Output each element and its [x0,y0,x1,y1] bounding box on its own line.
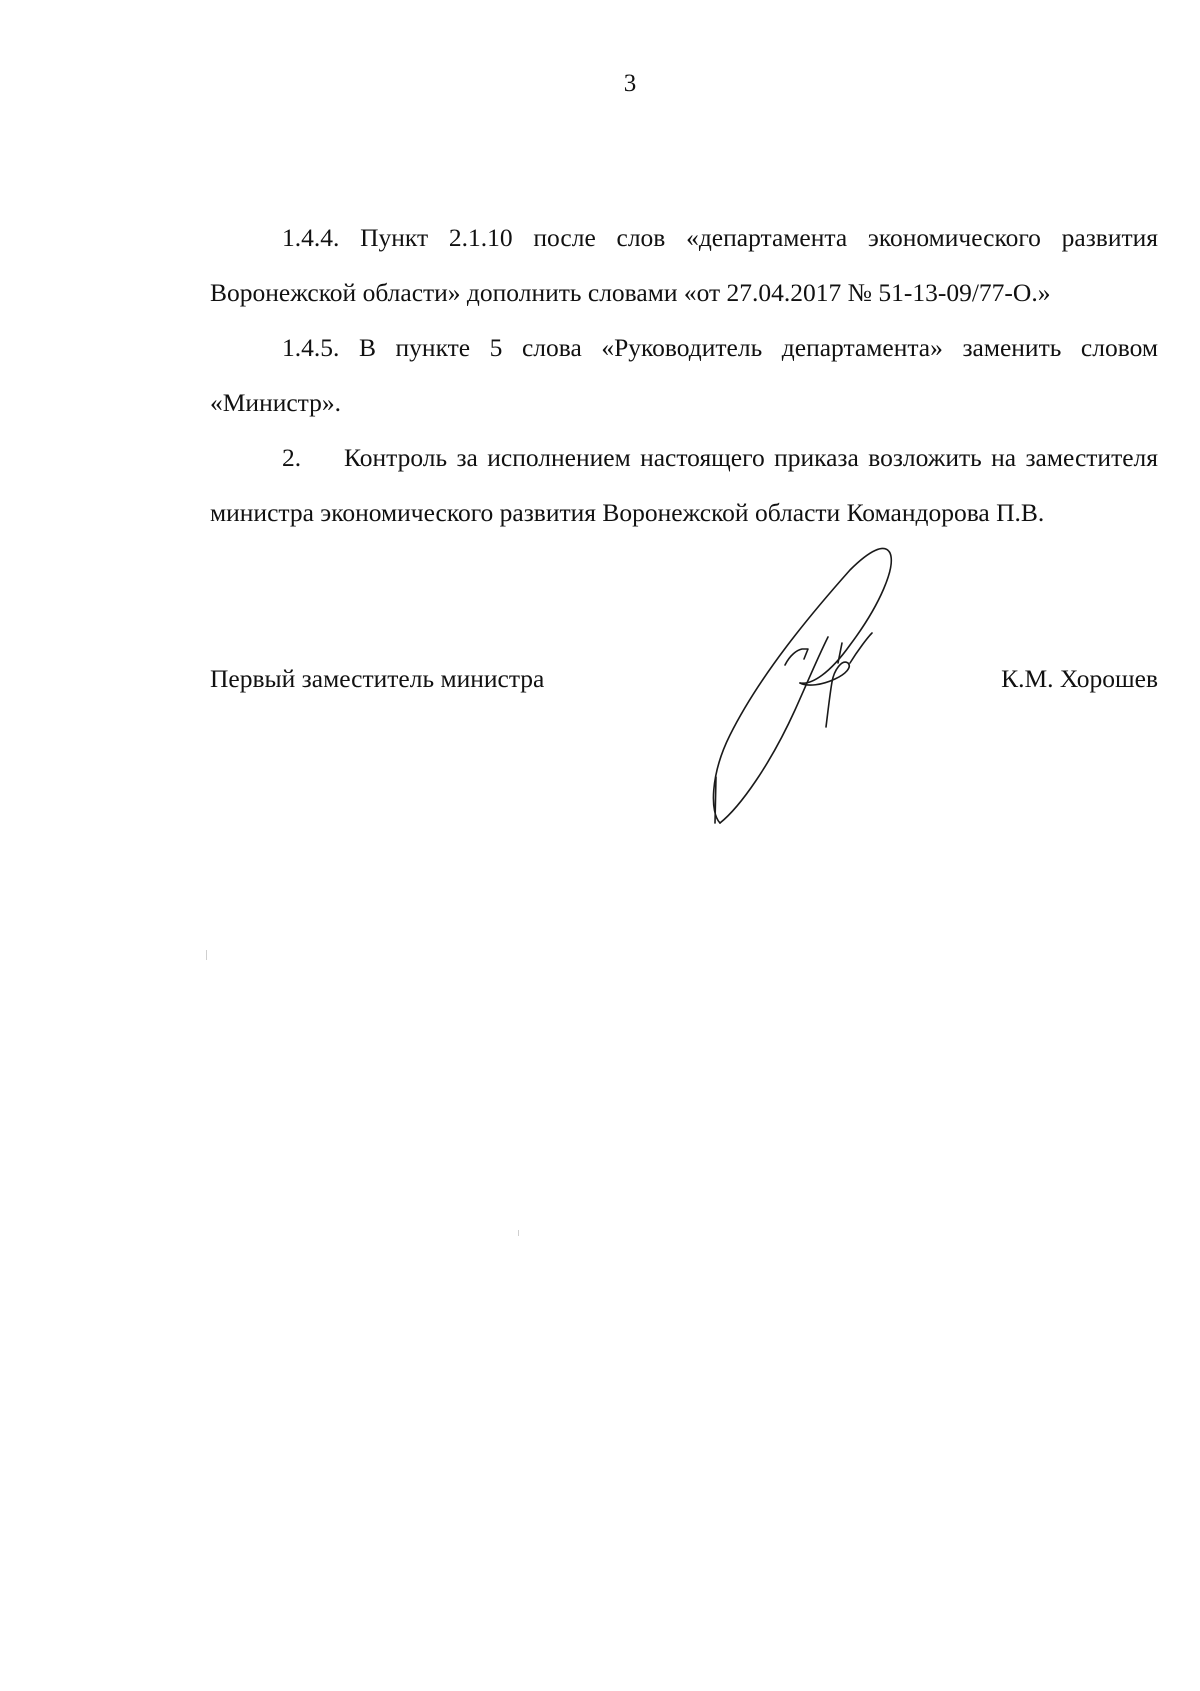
scan-speck [518,1230,519,1236]
signatory-name: К.М. Хорошев [1001,664,1158,693]
page-number: 3 [623,70,637,97]
document-body [210,210,1158,540]
handwritten-signature [700,545,960,835]
paragraph-2 [210,430,1158,540]
paragraph-2-text: Контроль за исполнением настоящего приказа возложить на заместителя министра экономического развития Воронежской области Командорова П.В. [210,443,1158,527]
paragraph-2-number: 2. [282,443,302,472]
scan-speck [206,950,207,960]
paragraph-1-4-5: 1.4.5. В пункте 5 слова «Руководитель департамента» заменить словом «Министр». [210,333,1158,417]
signatory-position: Первый заместитель министра [210,664,545,693]
paragraph-1-4-4: 1.4.4. Пункт 2.1.10 после слов «департамента экономического развития Воронежской области» дополнить словами «от 27.04.2017 № 51-13-09/77-О.» [210,223,1158,307]
